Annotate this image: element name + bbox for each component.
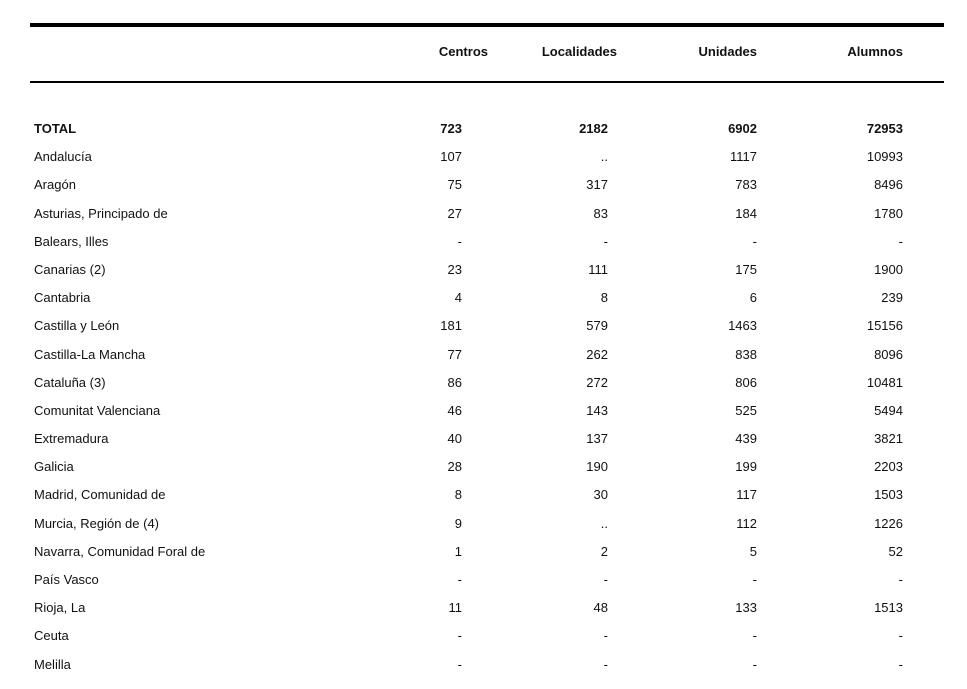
cell-alumnos: - bbox=[898, 572, 903, 587]
cell-centros: 723 bbox=[440, 121, 462, 136]
cell-localidades: 317 bbox=[586, 177, 608, 193]
cell-centros: 181 bbox=[440, 318, 462, 334]
cell-unidades: - bbox=[752, 656, 757, 672]
table-row bbox=[30, 375, 944, 403]
cell-localidades: 579 bbox=[586, 318, 608, 334]
row-label: Canarias (2) bbox=[34, 261, 106, 277]
row-label: Castilla-La Mancha bbox=[34, 346, 146, 362]
cell-centros: - bbox=[457, 572, 462, 587]
cell-centros: 11 bbox=[448, 600, 462, 616]
row-label: Castilla y León bbox=[34, 318, 120, 334]
cell-localidades: - bbox=[603, 628, 608, 644]
row-label: Cantabria bbox=[34, 290, 91, 306]
cell-localidades: 30 bbox=[593, 487, 608, 503]
cell-alumnos: 239 bbox=[881, 290, 903, 306]
row-label: Aragón bbox=[34, 177, 76, 193]
table-row bbox=[30, 206, 944, 234]
cell-localidades: 83 bbox=[593, 205, 608, 221]
row-label: Ceuta bbox=[34, 628, 69, 644]
cell-alumnos: 8096 bbox=[874, 346, 903, 362]
cell-unidades: 439 bbox=[735, 431, 757, 447]
cell-unidades: 112 bbox=[736, 515, 757, 531]
row-label: Navarra, Comunidad Foral de bbox=[34, 543, 206, 559]
cell-unidades: 1463 bbox=[728, 318, 757, 334]
cell-localidades: - bbox=[603, 572, 608, 587]
table-row bbox=[30, 544, 944, 572]
table-row bbox=[30, 318, 944, 346]
table-row bbox=[30, 487, 944, 515]
cell-unidades: 5 bbox=[749, 543, 757, 559]
cell-localidades: 111 bbox=[588, 261, 608, 277]
table-body bbox=[30, 121, 944, 685]
cell-alumnos: 3821 bbox=[874, 431, 903, 447]
row-label: Melilla bbox=[34, 656, 71, 672]
table-row bbox=[30, 600, 944, 628]
column-header-unidades: Unidades bbox=[698, 44, 757, 59]
table-row-total bbox=[30, 121, 944, 149]
table-top-rule bbox=[30, 23, 944, 27]
cell-alumnos: 2203 bbox=[874, 459, 903, 475]
cell-alumnos: 15156 bbox=[866, 318, 903, 334]
cell-unidades: 6902 bbox=[728, 121, 757, 136]
cell-unidades: 783 bbox=[735, 177, 757, 193]
cell-centros: 86 bbox=[447, 374, 462, 390]
cell-unidades: 6 bbox=[749, 290, 757, 306]
row-label: Balears, Illes bbox=[34, 233, 109, 249]
table-row bbox=[30, 431, 944, 459]
cell-unidades: - bbox=[752, 233, 757, 249]
table-row bbox=[30, 459, 944, 487]
cell-unidades: 838 bbox=[735, 346, 757, 362]
cell-unidades: 1117 bbox=[730, 149, 757, 165]
table-row bbox=[30, 657, 944, 685]
row-label: Extremadura bbox=[34, 431, 109, 447]
cell-centros: 75 bbox=[447, 177, 462, 193]
cell-alumnos: 8496 bbox=[874, 177, 903, 193]
column-header-centros: Centros bbox=[438, 44, 488, 59]
table-row bbox=[30, 403, 944, 431]
table-row bbox=[30, 572, 944, 600]
table-row bbox=[30, 290, 944, 318]
cell-localidades: 262 bbox=[586, 346, 608, 362]
cell-centros: - bbox=[457, 656, 462, 672]
cell-alumnos: 1900 bbox=[874, 261, 903, 277]
cell-alumnos: 72953 bbox=[866, 121, 903, 136]
cell-localidades: 143 bbox=[586, 402, 608, 418]
cell-centros: 9 bbox=[454, 515, 462, 531]
row-label: Andalucía bbox=[34, 149, 92, 165]
cell-centros: - bbox=[457, 233, 462, 249]
cell-alumnos: 1503 bbox=[874, 487, 903, 503]
cell-localidades: - bbox=[603, 656, 608, 672]
cell-localidades: 272 bbox=[586, 374, 608, 390]
table-row bbox=[30, 234, 944, 262]
cell-alumnos: 1513 bbox=[874, 600, 903, 616]
cell-centros: 77 bbox=[447, 346, 462, 362]
table-row bbox=[30, 516, 944, 544]
cell-centros: 40 bbox=[447, 431, 462, 447]
cell-alumnos: 10481 bbox=[866, 374, 903, 390]
cell-centros: 28 bbox=[447, 459, 462, 475]
row-label: TOTAL bbox=[34, 121, 77, 136]
cell-centros: 1 bbox=[454, 543, 462, 559]
table-header-rule bbox=[30, 81, 944, 83]
cell-localidades: 8 bbox=[600, 290, 608, 306]
column-header-localidades: Localidades bbox=[541, 44, 617, 59]
row-label: Rioja, La bbox=[34, 600, 86, 616]
cell-centros: 4 bbox=[454, 290, 462, 306]
cell-unidades: - bbox=[752, 628, 757, 644]
cell-alumnos: 52 bbox=[888, 543, 903, 559]
cell-centros: 8 bbox=[454, 487, 462, 503]
cell-alumnos: 5494 bbox=[874, 402, 903, 418]
cell-unidades: 184 bbox=[735, 205, 757, 221]
cell-localidades: .. bbox=[600, 515, 608, 531]
cell-unidades: 199 bbox=[735, 459, 757, 475]
cell-unidades: 133 bbox=[735, 600, 757, 616]
cell-localidades: - bbox=[603, 233, 608, 249]
row-label: Comunitat Valenciana bbox=[34, 402, 161, 418]
cell-alumnos: - bbox=[898, 628, 903, 644]
table-row bbox=[30, 347, 944, 375]
row-label: Murcia, Región de (4) bbox=[34, 515, 159, 531]
cell-centros: 27 bbox=[447, 205, 462, 221]
table-header bbox=[30, 44, 944, 64]
cell-unidades: 525 bbox=[735, 402, 757, 418]
table-row bbox=[30, 262, 944, 290]
cell-alumnos: - bbox=[898, 656, 903, 672]
cell-localidades: 2 bbox=[600, 543, 608, 559]
cell-centros: 46 bbox=[447, 402, 462, 418]
cell-localidades: .. bbox=[600, 149, 608, 165]
cell-unidades: 117 bbox=[736, 487, 757, 503]
cell-unidades: 175 bbox=[735, 261, 757, 277]
row-label: Cataluña (3) bbox=[34, 374, 106, 390]
table-row bbox=[30, 149, 944, 177]
table-row bbox=[30, 628, 944, 656]
cell-localidades: 48 bbox=[593, 600, 608, 616]
row-label: Asturias, Principado de bbox=[34, 205, 168, 221]
cell-centros: - bbox=[457, 628, 462, 644]
cell-localidades: 190 bbox=[586, 459, 608, 475]
cell-centros: 107 bbox=[440, 149, 462, 165]
cell-unidades: 806 bbox=[735, 374, 757, 390]
cell-unidades: - bbox=[752, 572, 757, 587]
cell-alumnos: 1780 bbox=[874, 205, 903, 221]
table-row bbox=[30, 177, 944, 205]
cell-centros: 23 bbox=[447, 261, 462, 277]
cell-alumnos: 10993 bbox=[866, 149, 903, 165]
cell-alumnos: - bbox=[898, 233, 903, 249]
cell-localidades: 2182 bbox=[579, 121, 608, 136]
cell-localidades: 137 bbox=[586, 431, 608, 447]
cell-alumnos: 1226 bbox=[874, 515, 903, 531]
column-header-alumnos: Alumnos bbox=[847, 44, 903, 59]
row-label: País Vasco bbox=[34, 572, 99, 587]
row-label: Madrid, Comunidad de bbox=[34, 487, 166, 503]
row-label: Galicia bbox=[34, 459, 74, 475]
